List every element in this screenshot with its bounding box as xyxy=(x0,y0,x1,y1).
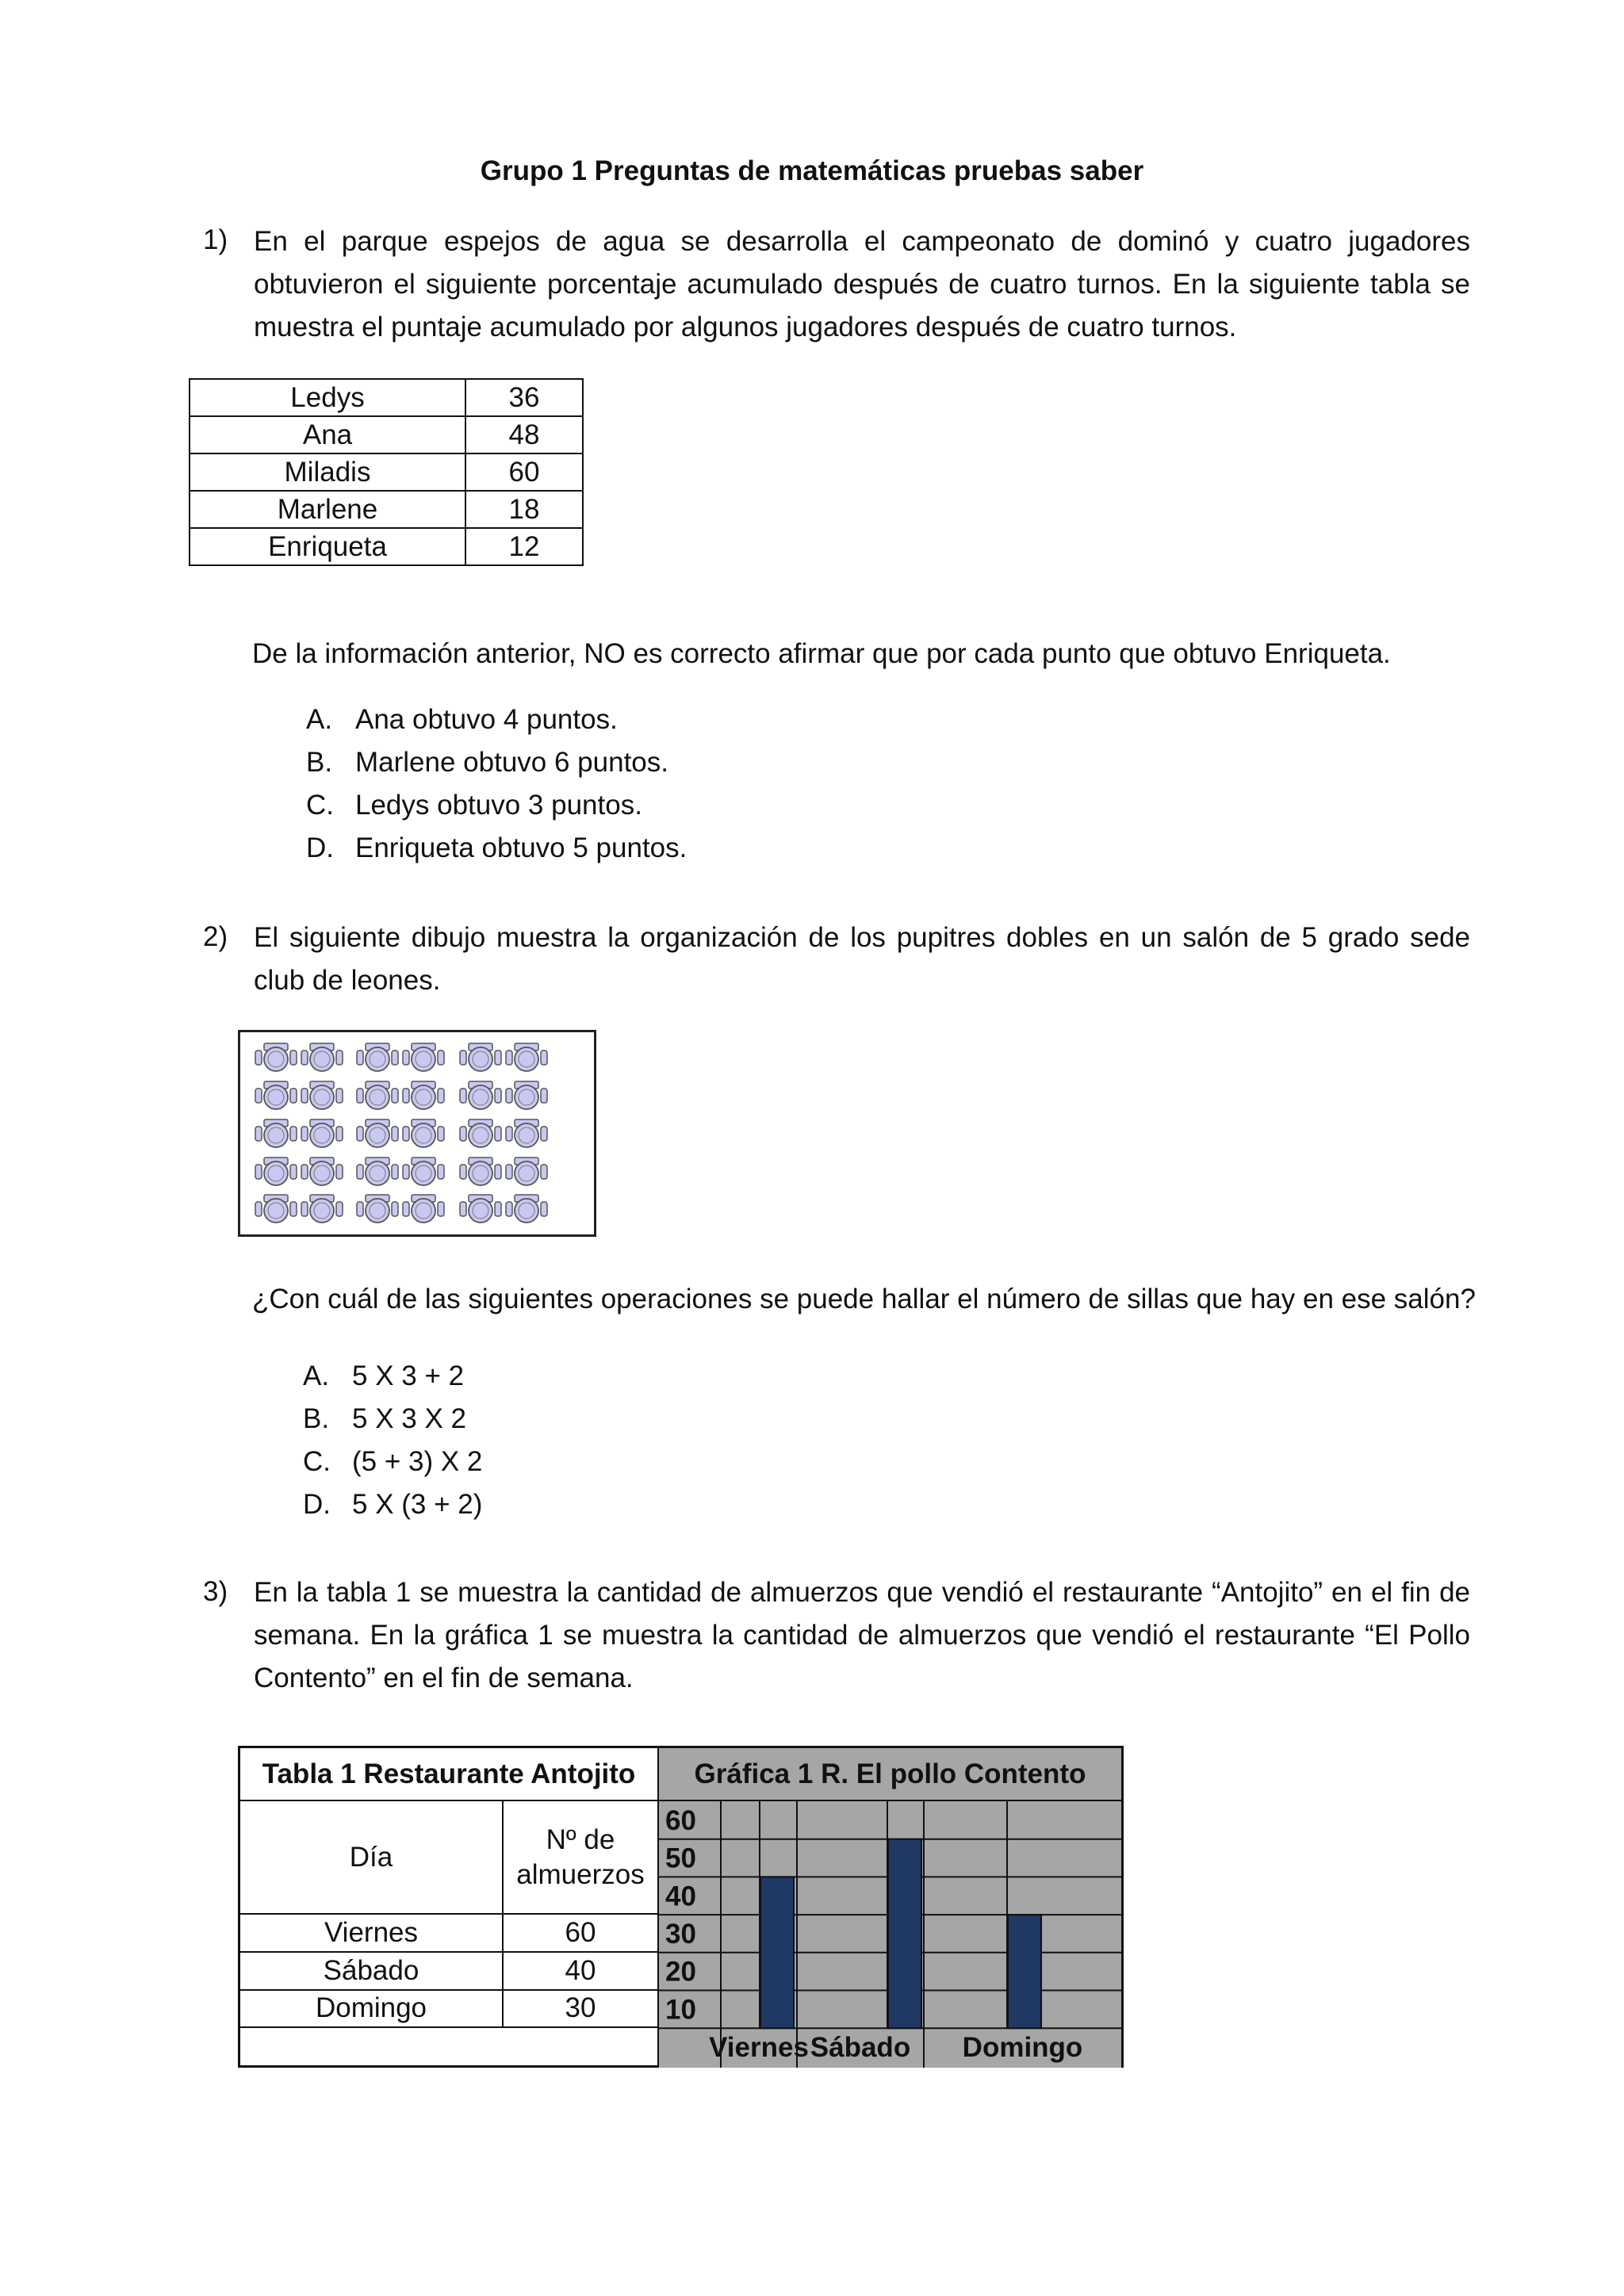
option-b[interactable] xyxy=(303,1403,466,1435)
desk-chair-icon xyxy=(301,1080,343,1112)
desk-chair-icon xyxy=(301,1118,343,1150)
player-score: 48 xyxy=(465,416,583,453)
y-tick-label: 60 xyxy=(665,1804,696,1836)
desk-chair-icon xyxy=(402,1118,445,1150)
desk-chair-icon xyxy=(255,1080,297,1112)
table1-day: Domingo xyxy=(240,1990,504,2028)
option-text: 5 X 3 + 2 xyxy=(352,1360,465,1391)
desk-chair-icon xyxy=(301,1042,343,1073)
option-label: B. xyxy=(306,747,333,778)
table1-day: Sábado xyxy=(240,1953,504,1991)
option-b[interactable] xyxy=(306,747,668,779)
player-name: Ana xyxy=(190,416,465,453)
score-row xyxy=(190,528,583,565)
desk-chair-icon xyxy=(255,1042,297,1073)
option-label: B. xyxy=(303,1403,330,1434)
option-text: (5 + 3) X 2 xyxy=(352,1446,483,1477)
option-text: Ana obtuvo 4 puntos. xyxy=(355,704,618,735)
desk-chair-icon xyxy=(459,1118,502,1150)
option-a[interactable] xyxy=(303,1360,464,1392)
seating-diagram xyxy=(238,1030,596,1237)
option-d[interactable] xyxy=(303,1489,482,1521)
desk-chair-icon xyxy=(402,1042,445,1073)
chart-title: Gráfica 1 R. El pollo Contento xyxy=(659,1748,1121,1801)
x-category-label: Sábado xyxy=(810,2032,911,2064)
desk-chair-icon xyxy=(459,1193,502,1225)
score-row xyxy=(190,416,583,453)
desk-chair-icon xyxy=(356,1193,399,1225)
desk-chair-icon xyxy=(505,1042,548,1073)
q3-number: 3) xyxy=(203,1576,228,1607)
desk-chair-icon xyxy=(356,1080,399,1112)
score-row xyxy=(190,379,583,416)
table1-col-day: Día xyxy=(240,1801,504,1915)
score-row xyxy=(190,491,583,528)
option-text: Ledys obtuvo 3 puntos. xyxy=(355,790,642,821)
table1-col-count: Nº de almuerzos xyxy=(504,1801,659,1915)
desk-chair-icon xyxy=(402,1193,445,1225)
desk-chair-icon xyxy=(301,1156,343,1188)
table1-count: 40 xyxy=(504,1953,659,1991)
option-label: D. xyxy=(306,832,334,863)
q2-number: 2) xyxy=(203,921,228,952)
table1-day: Viernes xyxy=(240,1915,504,1953)
q1-number: 1) xyxy=(203,224,228,255)
desk-chair-icon xyxy=(402,1156,445,1188)
y-tick-label: 10 xyxy=(665,1994,696,2026)
desk-chair-icon xyxy=(255,1156,297,1188)
desk-chair-icon xyxy=(459,1156,502,1188)
q1-question: De la información anterior, NO es correcto afirmar que por cada punto que obtuvo Enriqueta. xyxy=(252,638,1391,669)
desk-chair-icon xyxy=(402,1080,445,1112)
player-score: 18 xyxy=(465,491,583,528)
desk-chair-icon xyxy=(356,1156,399,1188)
desk-chair-icon xyxy=(505,1080,548,1112)
player-score: 36 xyxy=(465,379,583,416)
q1-score-table xyxy=(189,378,584,566)
desk-chair-icon xyxy=(356,1118,399,1150)
option-label: A. xyxy=(303,1360,330,1391)
option-label: C. xyxy=(306,790,334,821)
table-and-chart xyxy=(238,1746,1124,2068)
table1-count: 60 xyxy=(504,1915,659,1953)
bar-chart xyxy=(659,1801,1121,2068)
desk-chair-icon xyxy=(301,1193,343,1225)
q3-text: En la tabla 1 se muestra la cantidad de almuerzos que vendió el restaurante “Antojito” en el fin de semana. En la gráfica 1 se muestra la cantidad de almuerzos que vendió el restaurante “El Pollo Contento” en el fin de semana. xyxy=(254,1577,1470,1693)
x-category-label: Viernes xyxy=(709,2032,809,2064)
player-score: 60 xyxy=(465,453,583,491)
desk-chair-icon xyxy=(505,1193,548,1225)
player-name: Enriqueta xyxy=(190,528,465,565)
option-c[interactable] xyxy=(306,790,642,821)
option-text: Marlene obtuvo 6 puntos. xyxy=(355,747,668,778)
x-category-label: Domingo xyxy=(962,2032,1083,2064)
desk-chair-icon xyxy=(255,1193,297,1225)
table1-count: 30 xyxy=(504,1990,659,2028)
q1-text: En el parque espejos de agua se desarrolla el campeonato de dominó y cuatro jugadores obtuvieron el siguiente porcentaje acumulado después de cuatro turnos. En la siguiente tabla se muestra el puntaje acumulado por algunos jugadores después de cuatro turnos. xyxy=(254,226,1470,342)
option-c[interactable] xyxy=(303,1446,482,1478)
table1-empty-row xyxy=(240,2028,659,2068)
option-text: 5 X 3 X 2 xyxy=(352,1403,466,1434)
option-d[interactable] xyxy=(306,832,687,864)
desk-chair-icon xyxy=(505,1156,548,1188)
option-text: Enriqueta obtuvo 5 puntos. xyxy=(355,832,688,863)
table1-title: Tabla 1 Restaurante Antojito xyxy=(240,1748,659,1801)
player-score: 12 xyxy=(465,528,583,565)
desk-chair-icon xyxy=(459,1042,502,1073)
y-tick-label: 40 xyxy=(665,1881,696,1912)
player-name: Miladis xyxy=(190,453,465,491)
option-label: C. xyxy=(303,1446,331,1477)
bar-domingo xyxy=(1008,1915,1041,2028)
y-tick-label: 50 xyxy=(665,1843,696,1874)
player-name: Ledys xyxy=(190,379,465,416)
bar-sábado xyxy=(888,1839,921,2029)
q2-question: ¿Con cuál de las siguientes operaciones se puede hallar el número de sillas que hay en ese salón? xyxy=(252,1284,1476,1314)
option-a[interactable] xyxy=(306,704,618,736)
y-tick-label: 20 xyxy=(665,1956,696,1988)
y-tick-label: 30 xyxy=(665,1918,696,1950)
bar-viernes xyxy=(760,1877,794,2028)
score-row xyxy=(190,453,583,491)
desk-chair-icon xyxy=(505,1118,548,1150)
desk-chair-icon xyxy=(459,1080,502,1112)
player-name: Marlene xyxy=(190,491,465,528)
page-title: Grupo 1 Preguntas de matemáticas pruebas saber xyxy=(480,155,1144,186)
desk-chair-icon xyxy=(255,1118,297,1150)
option-text: 5 X (3 + 2) xyxy=(352,1489,483,1520)
q2-text: El siguiente dibujo muestra la organización de los pupitres dobles en un salón de 5 grado sede club de leones. xyxy=(254,922,1470,996)
desk-chair-icon xyxy=(356,1042,399,1073)
option-label: D. xyxy=(303,1489,331,1520)
option-label: A. xyxy=(306,704,333,735)
